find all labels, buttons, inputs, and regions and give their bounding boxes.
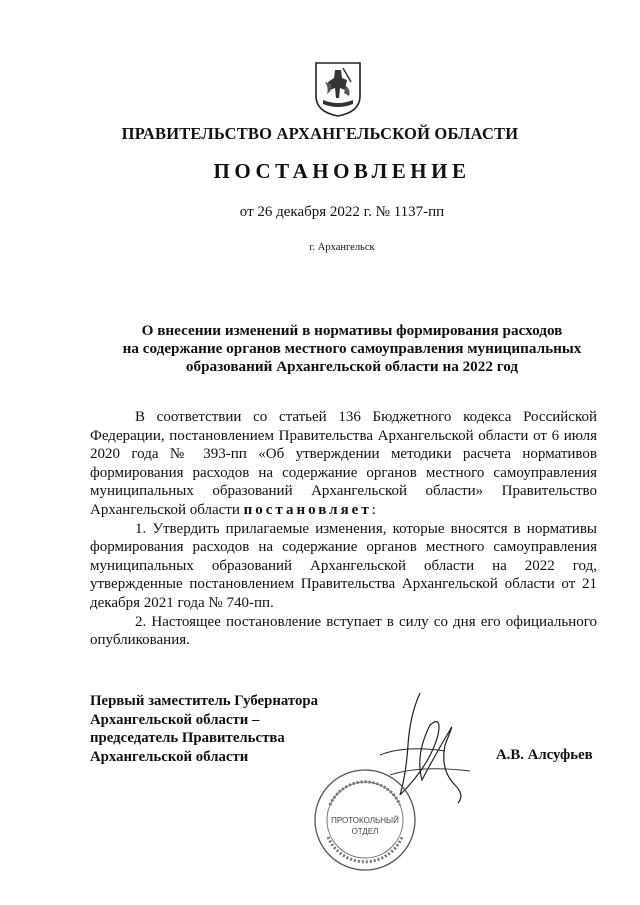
round-seal-icon <box>310 765 420 875</box>
signatory-name: А.В. Алсуфьев <box>496 747 593 763</box>
resolves-word: постановляет <box>243 501 372 518</box>
signatory-position <box>90 692 318 766</box>
svg-text:ПРОТОКОЛЬНЫЙ: ПРОТОКОЛЬНЫЙ <box>331 816 399 825</box>
item-paragraph: 2. Настоящее постановление вступает в силу со дня его официального опубликования. <box>90 613 597 649</box>
position-line: Архангельской области – <box>90 711 260 728</box>
document-city: г. Архангельск <box>309 242 375 253</box>
title-line: образований Архангельской области на 2022 год <box>185 358 519 375</box>
document-date-number: от 26 декабря 2022 г. № 1137-пп <box>239 204 445 220</box>
document-type: ПОСТАНОВЛЕНИЕ <box>213 159 471 183</box>
title-line: на содержание органов местного самоуправления муниципальных <box>122 340 582 357</box>
item-paragraph: 1. Утвердить прилагаемые изменения, которые вносятся в нормативы формирования расходов на содержание органов местного самоуправления муниципальных образований Архангельской области на 2022 год, утвержденные постановлением Правительства Архангельской области от 21 декабря 2021 года № 740-пп. <box>90 520 597 611</box>
preamble-text: В соответствии со статьей 136 Бюджетного кодекса Российской Федерации, постановлением Правительства Архангельской области от 6 июля 2020 года № 393-пп «Об утверждении методики расчета нормативов формирования расходов на содержание органов местного самоуправления муниципальных образований Архангельской области» Правительство Архангельской области <box>90 409 597 518</box>
coat-of-arms-icon <box>313 60 363 118</box>
colon: : <box>371 501 376 518</box>
document-title <box>0 322 640 376</box>
document-body <box>90 408 597 650</box>
position-line: председатель Правительства <box>90 730 285 746</box>
position-line: Первый заместитель Губернатора <box>90 693 318 709</box>
preamble-paragraph <box>90 408 597 520</box>
svg-text:ОТДЕЛ: ОТДЕЛ <box>351 827 379 836</box>
title-line: О внесении изменений в нормативы формирования расходов <box>141 322 563 339</box>
position-line: Архангельской области <box>90 748 249 765</box>
government-name: ПРАВИТЕЛЬСТВО АРХАНГЕЛЬСКОЙ ОБЛАСТИ <box>121 124 519 143</box>
